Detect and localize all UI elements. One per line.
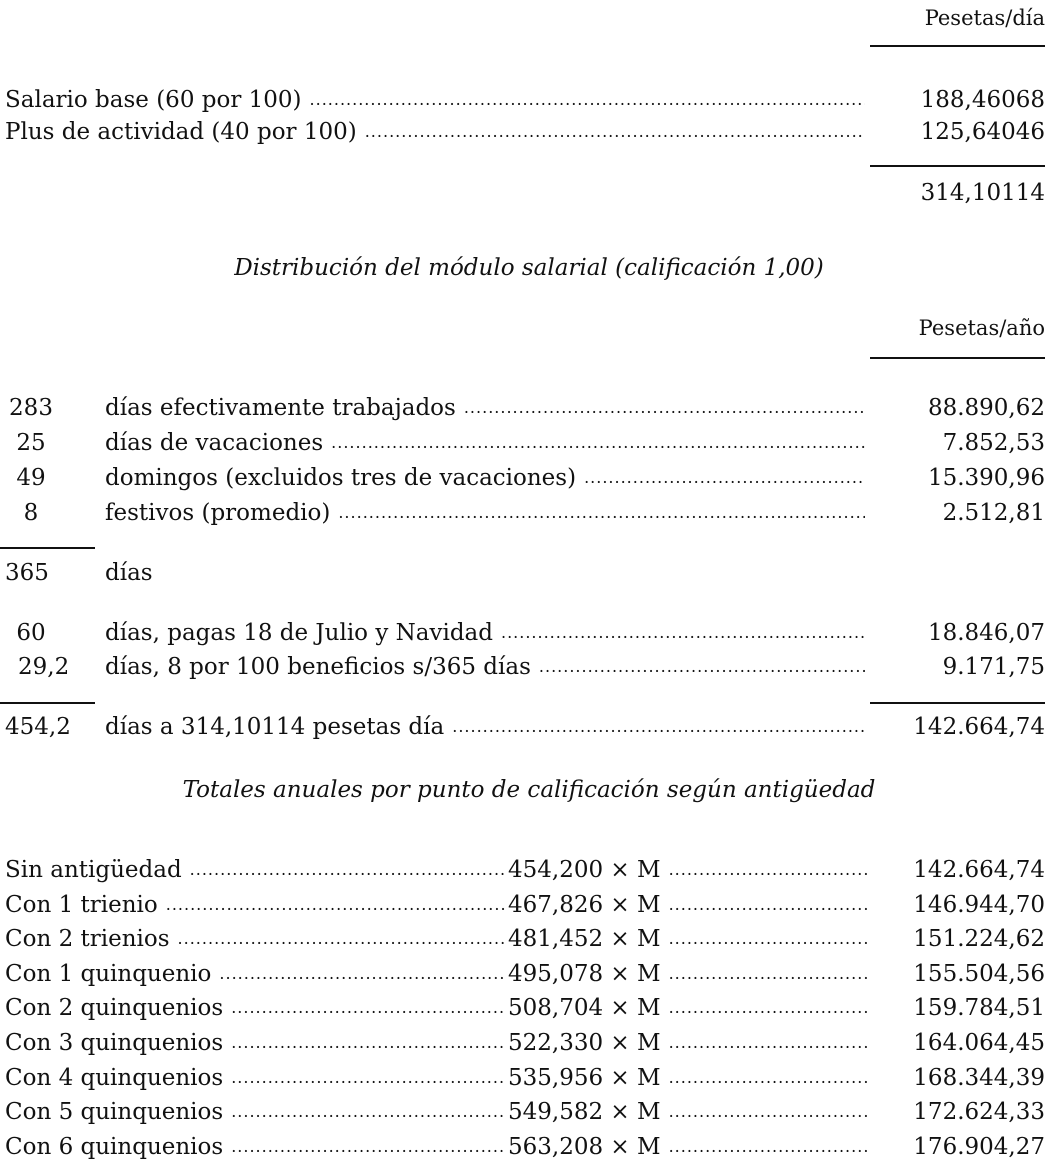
table-row xyxy=(0,1063,1058,1093)
rule xyxy=(870,702,1045,704)
dot-leader xyxy=(501,618,865,648)
row-value: 15.390,96 xyxy=(927,465,1045,491)
row-factor: 522,330 × M xyxy=(508,1030,661,1056)
unit-header-pesetas-ano: Pesetas/año xyxy=(918,316,1045,340)
dot-leader xyxy=(669,1132,870,1162)
row-label: festivos (promedio) xyxy=(105,500,331,526)
table-row xyxy=(0,463,1058,493)
dot-leader xyxy=(452,712,865,742)
total-row xyxy=(0,178,1058,208)
days: 365 xyxy=(5,560,49,586)
row-value: 125,64046 xyxy=(920,119,1045,145)
table-row xyxy=(0,890,1058,920)
days: 283 xyxy=(9,395,53,421)
row-label: Con 2 quinquenios xyxy=(5,995,224,1022)
dot-leader xyxy=(669,1097,870,1127)
table-row xyxy=(0,1132,1058,1162)
dot-leader xyxy=(331,428,865,458)
row-value: 142.664,74 xyxy=(913,857,1045,883)
row-value: 188,46068 xyxy=(920,87,1045,113)
total-value: 314,10114 xyxy=(920,180,1045,206)
row-label: Con 1 quinquenio xyxy=(5,960,212,987)
dot-leader xyxy=(231,993,505,1023)
section-title: Totales anuales por punto de calificación según antigüedad xyxy=(182,777,876,803)
dot-leader xyxy=(464,393,865,423)
dot-leader xyxy=(231,1132,505,1162)
table-row xyxy=(0,1028,1058,1058)
row-factor: 467,826 × M xyxy=(508,891,661,918)
dot-leader xyxy=(231,1063,505,1093)
row-factor: 508,704 × M xyxy=(508,995,661,1022)
dot-leader xyxy=(190,855,505,885)
dot-leader xyxy=(231,1028,505,1058)
row-label: Con 6 quinquenios xyxy=(5,1133,224,1160)
dot-leader xyxy=(539,652,865,682)
section-title: Distribución del módulo salarial (calificación 1,00) xyxy=(234,255,824,281)
row-factor: 481,452 × M xyxy=(508,926,661,953)
row-value: 2.512,81 xyxy=(942,500,1045,526)
row-factor: 495,078 × M xyxy=(508,960,661,987)
row-label: Con 1 trienio xyxy=(5,891,158,918)
row-value: 176.904,27 xyxy=(913,1133,1045,1160)
row-label: domingos (excluidos tres de vacaciones) xyxy=(105,465,577,491)
dot-leader xyxy=(669,1063,870,1093)
row-label: Salario base (60 por 100) xyxy=(5,87,302,113)
dot-leader xyxy=(310,85,865,115)
row-value: 172.624,33 xyxy=(913,1099,1045,1126)
row-value: 164.064,45 xyxy=(913,1030,1045,1056)
row-value: 168.344,39 xyxy=(913,1064,1045,1091)
dot-leader xyxy=(669,924,870,954)
row-value: 7.852,53 xyxy=(942,430,1045,456)
row-factor: 549,582 × M xyxy=(508,1099,661,1126)
days: 454,2 xyxy=(5,714,71,740)
row-factor: 563,208 × M xyxy=(508,1133,661,1160)
row-label: días a 314,10114 pesetas día xyxy=(105,714,445,740)
total-row xyxy=(0,712,1058,742)
dot-leader xyxy=(669,855,870,885)
dot-leader xyxy=(669,993,870,1023)
dot-leader xyxy=(219,959,505,989)
row-value: 151.224,62 xyxy=(913,926,1045,953)
dot-leader xyxy=(178,924,505,954)
table-row xyxy=(0,117,1058,147)
row-label: días, pagas 18 de Julio y Navidad xyxy=(105,620,493,646)
row-label: días, 8 por 100 beneficios s/365 días xyxy=(105,654,531,680)
dot-leader xyxy=(365,117,865,147)
table-row xyxy=(0,85,1058,115)
row-factor: 535,956 × M xyxy=(508,1064,661,1091)
days: 60 xyxy=(16,620,46,646)
days: 25 xyxy=(16,430,46,456)
dot-leader xyxy=(231,1097,505,1127)
row-label: días efectivamente trabajados xyxy=(105,395,456,421)
row-value: 155.504,56 xyxy=(913,960,1045,987)
table-row xyxy=(0,393,1058,423)
row-label: Con 5 quinquenios xyxy=(5,1099,224,1126)
table-row xyxy=(0,924,1058,954)
row-label: Con 4 quinquenios xyxy=(5,1064,224,1091)
row-factor: 454,200 × M xyxy=(508,857,661,883)
days: 8 xyxy=(23,500,39,526)
row-value: 9.171,75 xyxy=(942,654,1045,680)
table-row xyxy=(0,498,1058,528)
row-label: días de vacaciones xyxy=(105,430,324,456)
rule xyxy=(870,165,1045,167)
rule xyxy=(870,45,1045,47)
row-value: 88.890,62 xyxy=(927,395,1045,421)
subtotal-row xyxy=(0,558,1058,588)
dot-leader xyxy=(669,959,870,989)
table-row xyxy=(0,959,1058,989)
table-row xyxy=(0,618,1058,648)
table-row xyxy=(0,855,1058,885)
row-label: Plus de actividad (40 por 100) xyxy=(5,119,357,145)
dot-leader xyxy=(338,498,865,528)
rule xyxy=(0,702,95,704)
days: 49 xyxy=(16,465,46,491)
dot-leader xyxy=(584,463,865,493)
dot-leader xyxy=(669,1028,870,1058)
table-row xyxy=(0,993,1058,1023)
table-row xyxy=(0,652,1058,682)
row-label: días xyxy=(105,560,153,586)
dot-leader xyxy=(166,890,505,920)
rule xyxy=(0,547,95,549)
row-label: Sin antigüedad xyxy=(5,857,182,883)
row-label: Con 2 trienios xyxy=(5,926,170,953)
dot-leader xyxy=(669,890,870,920)
row-value: 159.784,51 xyxy=(913,995,1045,1022)
table-row xyxy=(0,428,1058,458)
rule xyxy=(870,357,1045,359)
days: 29,2 xyxy=(18,654,70,680)
row-value: 18.846,07 xyxy=(927,620,1045,646)
table-row xyxy=(0,1097,1058,1127)
row-value: 146.944,70 xyxy=(913,891,1045,918)
total-value: 142.664,74 xyxy=(913,714,1045,740)
unit-header-pesetas-dia: Pesetas/día xyxy=(924,6,1045,30)
row-label: Con 3 quinquenios xyxy=(5,1030,224,1056)
